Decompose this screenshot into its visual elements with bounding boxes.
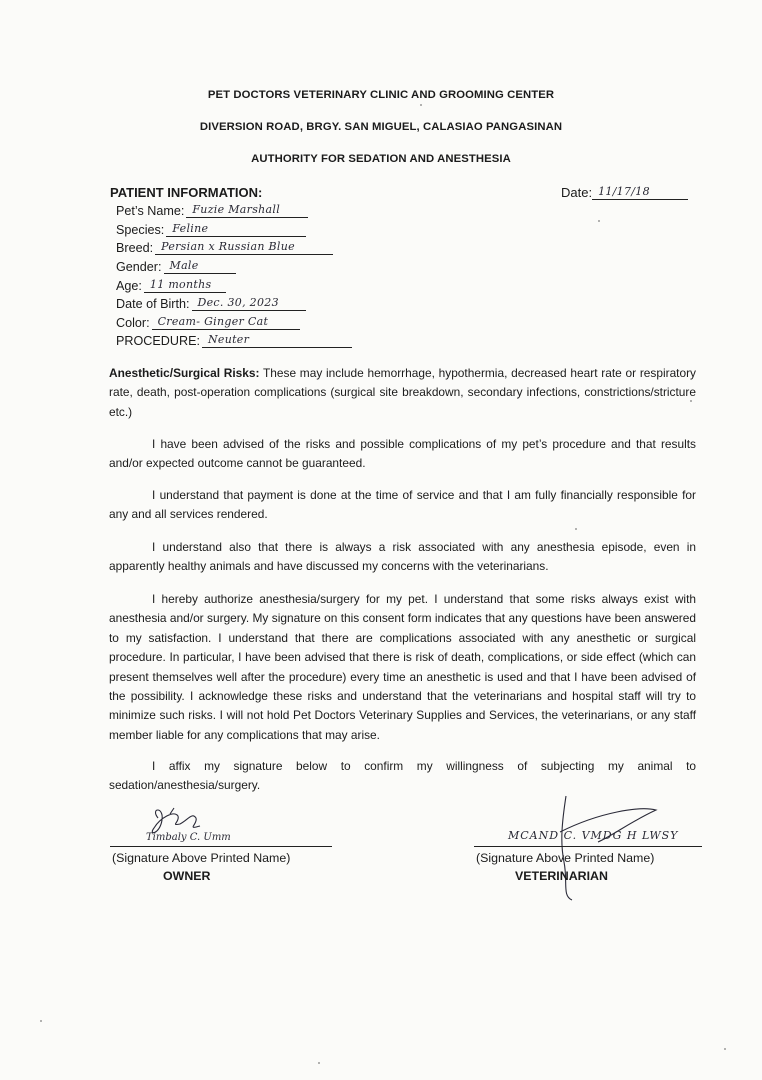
paragraph-text: I affix my signature below to confirm my willingness of subjecting my animal to sedation/anesthesia/surgery.	[109, 759, 696, 793]
risks-text: These may include hemorrhage, hypothermia, decreased heart rate or respiratory rate, death, post-operation complications (surgical site breakdown, secondary infections, constrictions/stricture etc.)	[109, 366, 696, 419]
owner-signature-caption: (Signature Above Printed Name)	[112, 851, 291, 865]
scan-speck	[724, 1048, 726, 1050]
species-field[interactable]	[116, 223, 306, 237]
veterinarian-signature-caption: (Signature Above Printed Name)	[476, 851, 655, 865]
form-title: AUTHORITY FOR SEDATION AND ANESTHESIA	[251, 153, 511, 165]
clinic-address: DIVERSION ROAD, BRGY. SAN MIGUEL, CALASIAO PANGASINAN	[199, 121, 563, 133]
breed-value: Persian x Russian Blue	[161, 240, 295, 253]
breed-field[interactable]	[116, 241, 333, 255]
procedure-value: Neuter	[207, 333, 250, 346]
gender-label: Gender:	[116, 260, 162, 274]
patient-info-title: PATIENT INFORMATION:	[110, 185, 263, 200]
paragraph-text: I understand that payment is done at the time of service and that I am fully financially responsible for any and all services rendered.	[109, 488, 696, 522]
scan-speck	[318, 1062, 320, 1064]
risks-label: Anesthetic/Surgical Risks:	[109, 366, 260, 380]
owner-role: OWNER	[163, 869, 211, 883]
dob-label: Date of Birth:	[116, 297, 190, 311]
species-value: Feline	[172, 222, 209, 235]
age-label: Age:	[116, 279, 142, 293]
scan-speck	[690, 400, 692, 402]
color-label: Color:	[116, 316, 150, 330]
color-field[interactable]	[116, 316, 300, 330]
color-value: Cream- Ginger Cat	[157, 315, 269, 328]
scan-speck	[40, 1020, 42, 1022]
clinic-name: PET DOCTORS VETERINARY CLINIC AND GROOMING CENTER	[207, 89, 555, 101]
owner-signature-line	[110, 846, 332, 847]
veterinarian-printed-name: MCAND C. VMDG H LWSY	[508, 829, 679, 842]
pet-name-label: Pet’s Name:	[116, 204, 185, 218]
risks-paragraph	[109, 364, 696, 422]
dob-field[interactable]	[116, 297, 306, 311]
scan-speck	[575, 528, 577, 530]
scan-speck	[598, 220, 600, 222]
owner-printed-name: Timbaly C. Umm	[146, 832, 231, 843]
paragraph-text: I have been advised of the risks and possible complications of my pet’s procedure and that results and/or expected outcome cannot be guaranteed.	[109, 437, 696, 471]
consent-paragraph	[109, 486, 696, 525]
dob-value: Dec. 30, 2023	[197, 296, 279, 309]
veterinarian-signature-line	[474, 846, 702, 847]
date-field[interactable]	[561, 185, 688, 200]
veterinarian-signature	[520, 792, 720, 902]
breed-label: Breed:	[116, 241, 154, 255]
consent-paragraph	[109, 757, 696, 796]
date-label: Date:	[561, 185, 593, 200]
gender-field[interactable]	[116, 260, 236, 274]
procedure-field[interactable]	[116, 334, 352, 348]
consent-paragraph	[109, 590, 696, 745]
gender-value: Male	[169, 259, 199, 272]
date-value: 11/17/18	[598, 185, 650, 198]
species-label: Species:	[116, 223, 165, 237]
paragraph-text: I understand also that there is always a risk associated with any anesthesia episode, even in apparently healthy animals and have discussed my concerns with the veterinarians.	[109, 540, 696, 574]
pet-name-value: Fuzie Marshall	[192, 203, 281, 216]
pet-name-field[interactable]	[116, 204, 308, 218]
consent-paragraph	[109, 435, 696, 474]
paragraph-text: I hereby authorize anesthesia/surgery for my pet. I understand that some risks always exist with anesthesia and/or surgery. My signature on this consent form indicates that any questions have been answered to my satisfaction. I understand that there are complications associated with any anesthetic or surgical procedure. In particular, I have been advised that there is risk of death, complications, or side effect (which can present themselves well after the procedure) every time an anesthetic is used and that I have been advised of the possibility. I acknowledge these risks and understand that the veterinarians and hospital staff will try to minimize such risks. I will not hold Pet Doctors Veterinary Supplies and Services, the veterinarians, or any staff member liable for any complications that may arise.	[109, 592, 696, 742]
age-field[interactable]	[116, 279, 226, 293]
procedure-label: PROCEDURE:	[116, 334, 200, 348]
age-value: 11 months	[149, 278, 212, 291]
veterinarian-role: VETERINARIAN	[515, 869, 608, 883]
scan-speck	[420, 104, 422, 106]
consent-paragraph	[109, 538, 696, 577]
